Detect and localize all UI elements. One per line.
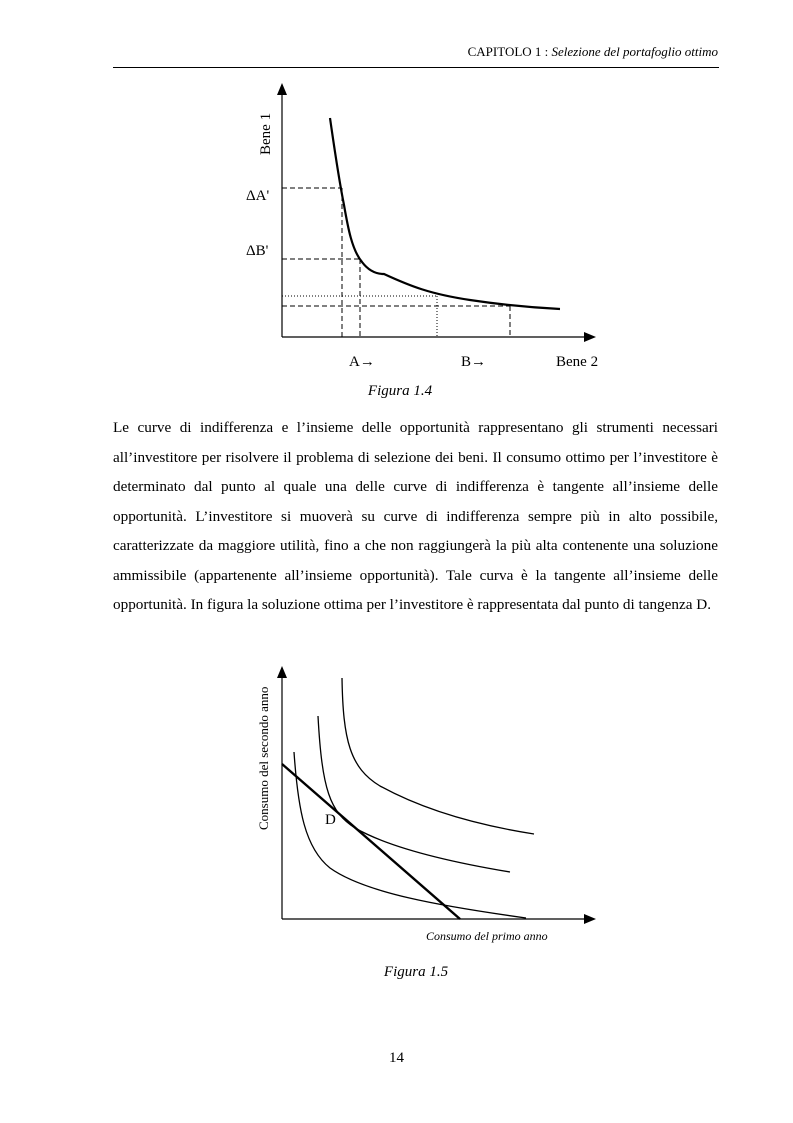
fig2-point-d-label: D <box>325 812 336 828</box>
fig1-tick-label-b: B→ <box>461 354 487 370</box>
fig1-y-axis-label: Bene 1 <box>258 112 274 155</box>
fig2-x-arrow <box>584 914 596 924</box>
fig2-budget-line <box>282 764 460 919</box>
figure-1-5-caption: Figura 1.5 <box>383 964 449 980</box>
fig1-tick-label-delta-a: ΔA' <box>246 188 270 204</box>
chapter-title: Selezione del portafoglio ottimo <box>551 44 718 59</box>
fig2-indifference-curve-low <box>294 752 526 918</box>
fig2-y-axis-label: Consumo del secondo anno <box>256 686 271 830</box>
fig2-indifference-curve-mid <box>318 716 510 872</box>
fig2-x-axis-label: Consumo del primo anno <box>426 929 548 943</box>
page-number: 14 <box>389 1050 404 1066</box>
fig1-tick-label-delta-b: ΔB' <box>246 243 269 259</box>
fig2-y-arrow <box>277 666 287 678</box>
fig1-x-axis-label: Bene 2 <box>556 354 599 370</box>
fig1-tick-label-a: A→ <box>349 354 375 370</box>
body-paragraph: Le curve di indifferenza e l’insieme delle opportunità rappresentano gli strumenti necessari all’investitore per risolvere il problema di selezione dei beni. Il consumo ottimo per l’investitore è determinato dal punto al quale una delle curve di indifferenza è tangente all’insieme delle opportunità. L’investitore si muoverà su curve di indifferenza sempre più in alto possibile, caratterizzate da maggiore utilità, fino a che non raggiungerà la più alta contenente una soluzione ammissibile (appartenente all’insieme opportunità). Tale curva è la tangente all’insieme delle opportunità. In figura la soluzione ottima per l’investitore è rappresentata dal punto di tangenza D. <box>113 419 718 613</box>
figure-1-4-caption: Figura 1.4 <box>367 383 433 399</box>
fig2-indifference-curve-high <box>342 678 534 834</box>
chapter-label: CAPITOLO 1 : <box>467 44 549 59</box>
